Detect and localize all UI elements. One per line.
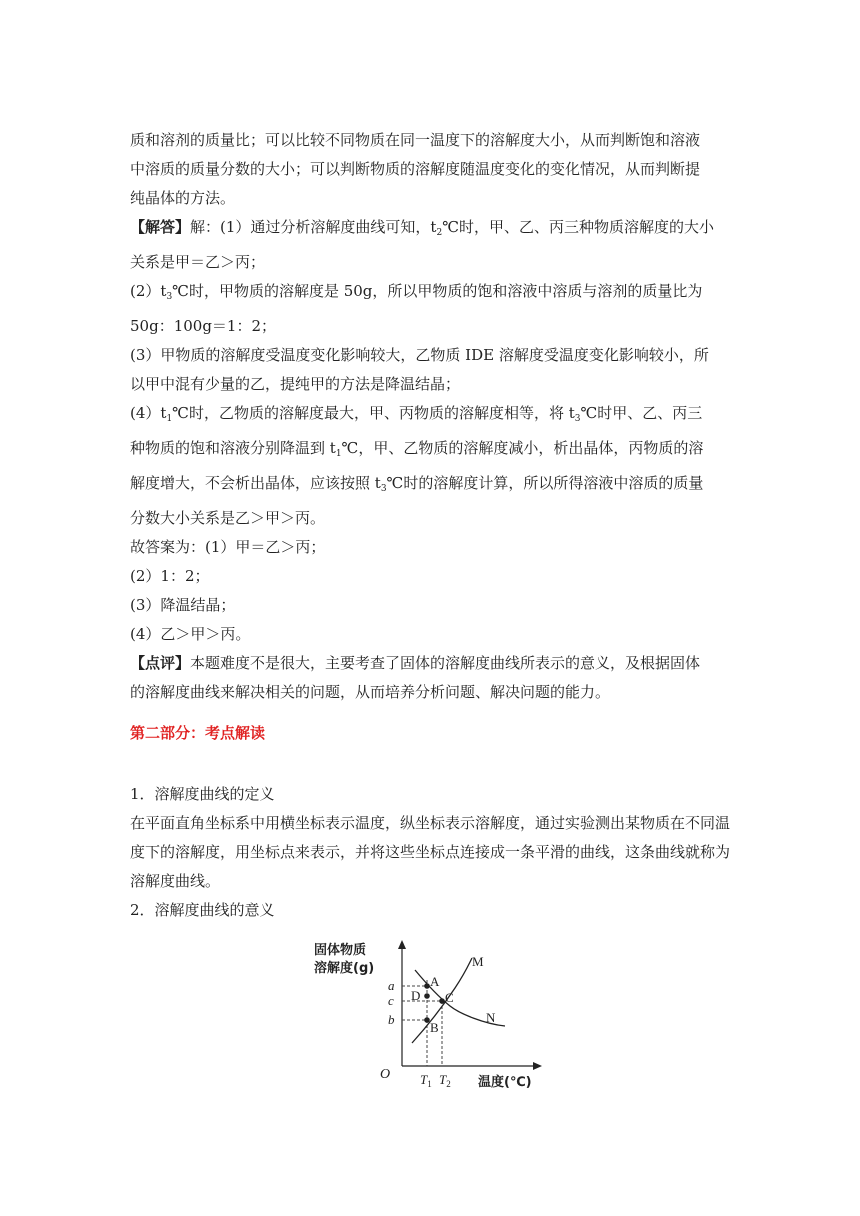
point-title: 2．溶解度曲线的意义 xyxy=(130,901,275,919)
point-line: 溶解度曲线。 xyxy=(130,872,221,890)
y-axis-label-2: 溶解度(g) xyxy=(314,961,375,976)
intro-line: 中溶质的质量分数的大小；可以判断物质的溶解度随温度变化的变化情况，从而判断提 xyxy=(130,160,701,178)
point-line: 度下的溶解度，用坐标点来表示，并将这些坐标点连接成一条平滑的曲线，这条曲线就称为 xyxy=(130,843,731,861)
tick-b: b xyxy=(388,1012,395,1027)
y-axis-arrow xyxy=(398,940,406,949)
tick-a: a xyxy=(388,978,395,993)
answer-line: 解度增大，不会析出晶体，应该按照 $t_3℃$时的溶解度计算，所以所得溶液中溶质的质量 xyxy=(130,474,704,494)
answer-line: (2）1：2； xyxy=(130,567,210,585)
comment-tag: 【点评】 xyxy=(130,654,191,672)
x-axis-label: 温度(℃) xyxy=(478,1075,532,1090)
point-A-marker xyxy=(424,983,430,989)
point-title: 1．溶解度曲线的定义 xyxy=(130,785,275,803)
solubility-curve-figure xyxy=(300,938,560,1096)
intro-paragraph xyxy=(130,126,730,213)
answer-line: 以甲中混有少量的乙，提纯甲的方法是降温结晶； xyxy=(130,375,461,393)
x-axis-arrow xyxy=(533,1062,542,1070)
tick-T2: $T_2$ xyxy=(439,1072,451,1089)
intro-line: 质和溶剂的质量比；可以比较不同物质在同一温度下的溶解度大小，从而判断饱和溶液 xyxy=(130,131,701,149)
curve-M-label: M xyxy=(472,954,484,969)
answer-line: 50g：100g＝1：2； xyxy=(130,317,277,335)
answer-line: 分数大小关系是乙＞甲＞丙。 xyxy=(130,509,326,527)
tick-T1: $T_1$ xyxy=(420,1072,432,1089)
point-C-label: C xyxy=(445,990,454,1005)
point-B-label: B xyxy=(430,1020,439,1035)
section-title: 第二部分：考点解读 xyxy=(130,724,266,742)
answer-line: (3）甲物质的溶解度受温度变化影响较大，乙物质 IDE 溶解度受温度变化影响较小，所 xyxy=(130,346,709,364)
answer-line: 故答案为：(1）甲＝乙＞丙； xyxy=(130,538,326,556)
y-axis-label-1: 固体物质 xyxy=(314,943,367,958)
point-C-marker xyxy=(439,998,445,1004)
answer-line: $(2)t_3℃$时，甲物质的溶解度是 50g，所以甲物质的饱和溶液中溶质与溶剂的质量比为 xyxy=(130,282,703,302)
answer-line: (3）降温结晶； xyxy=(130,596,236,614)
answer-line: 关系是甲＝乙＞丙； xyxy=(130,253,266,271)
comment-line: 的溶解度曲线来解决相关的问题，从而培养分析问题、解决问题的能力。 xyxy=(130,683,611,701)
point-B-marker xyxy=(424,1017,430,1023)
point-1 xyxy=(130,780,730,925)
origin-label: O xyxy=(380,1067,391,1082)
point-D-marker xyxy=(424,993,430,999)
comment-line: 【点评】本题难度不是很大，主要考查了固体的溶解度曲线所表示的意义，及根据固体 xyxy=(130,654,701,672)
answer-tag: 【解答】 xyxy=(130,218,191,236)
answer-line: 【解答】解：(1）通过分析溶解度曲线可知，$t_2℃$时，甲、乙、丙三种物质溶解度的大小 xyxy=(130,218,714,238)
curve-N-label: N xyxy=(486,1010,496,1025)
intro-line: 纯晶体的方法。 xyxy=(130,189,236,207)
answer-line: (4）乙＞甲＞丙。 xyxy=(130,625,251,643)
point-D-label: D xyxy=(411,988,421,1003)
answer-line: $(4)t_1℃$时，乙物质的溶解度最大，甲、丙物质的溶解度相等，将 $t_3℃$时甲、乙、丙三 xyxy=(130,404,703,424)
answer-line: 种物质的饱和溶液分别降温到 $t_1℃$，甲、乙物质的溶解度减小，析出晶体，丙物质的溶 xyxy=(130,439,704,459)
answer-section xyxy=(130,213,730,707)
tick-c: c xyxy=(388,993,394,1008)
point-line: 在平面直角坐标系中用横坐标表示温度，纵坐标表示溶解度，通过实验测出某物质在不同温 xyxy=(130,814,731,832)
solubility-curve-svg xyxy=(300,938,560,1096)
point-A-label: A xyxy=(430,974,440,989)
